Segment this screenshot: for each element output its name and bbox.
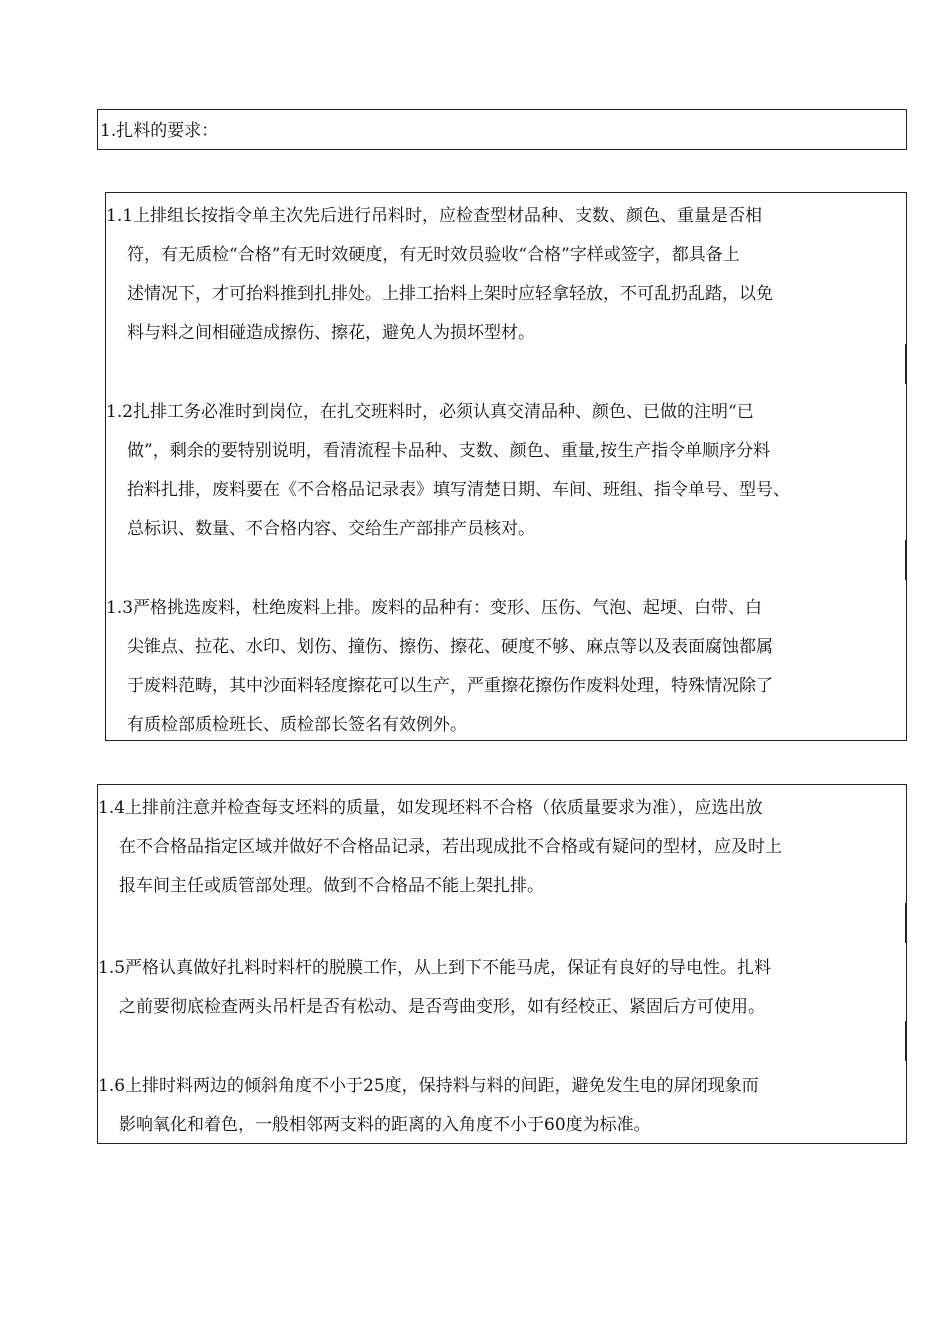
requirement-item-1-4 [98, 789, 782, 906]
divider-tick [905, 903, 906, 943]
requirement-line: 总标识、数量、不合格内容、交给生产部排产员核对。 [127, 519, 535, 539]
divider-tick [905, 1021, 906, 1061]
section-title: 1.扎料的要求： [100, 121, 219, 141]
divider-tick [97, 1021, 98, 1061]
divider-tick [905, 540, 906, 580]
requirement-line: 1.4上排前注意并检查每支坯料的质量，如发现坯料不合格（依质量要求为准），应选出放 [98, 798, 763, 818]
requirement-line: 述情况下，才可抬料推到扎排处。上排工抬料上架时应轻拿轻放，不可乱扔乱踏，以免 [127, 284, 773, 304]
requirement-line: 尖锥点、拉花、水印、划伤、撞伤、擦伤、擦花、硬度不够、麻点等以及表面腐蚀都属 [127, 637, 773, 657]
requirement-line: 于废料范畴，其中沙面料轻度擦花可以生产，严重擦花擦伤作废料处理，特殊情况除了 [127, 676, 773, 696]
requirement-line: 报车间主任或质管部处理。做到不合格品不能上架扎排。 [119, 876, 544, 896]
requirement-line: 有质检部质检班长、质检部长签名有效例外。 [127, 715, 467, 735]
requirement-item-1-6 [98, 1067, 759, 1145]
requirement-item-1-3 [106, 589, 773, 745]
requirement-line: 1.5严格认真做好扎料时料杆的脱膜工作，从上到下不能马虎，保证有良好的导电性。扎料 [98, 958, 772, 978]
requirement-line: 之前要彻底检查两头吊杆是否有松动、是否弯曲变形，如有经校正、紧固后方可使用。 [119, 997, 765, 1017]
requirement-line: 做”，剩余的要特别说明，看清流程卡品种、支数、颜色、重量,按生产指令单顺序分料 [127, 441, 771, 461]
requirement-line: 1.2扎排工务必准时到岗位，在扎交班料时，必须认真交清品种、颜色、已做的注明“已 [106, 402, 754, 422]
requirement-line: 1.6上排时料两边的倾斜角度不小于25度，保持料与料的间距，避免发生电的屏闭现象而 [98, 1076, 759, 1096]
requirement-line: 抬料扎排，废料要在《不合格品记录表》填写清楚日期、车间、班组、指令单号、型号、 [127, 480, 790, 500]
requirement-line: 1.1上排组长按指令单主次先后进行吊料时，应检查型材品种、支数、颜色、重量是否相 [106, 206, 763, 226]
divider-tick [97, 903, 98, 943]
requirements-block-a [105, 192, 907, 741]
requirement-line: 影响氧化和着色，一般相邻两支料的距离的入角度不小于60度为标准。 [119, 1115, 651, 1135]
requirements-block-b [97, 784, 907, 1144]
requirement-line: 1.3严格挑选废料，杜绝废料上排。废料的品种有：变形、压伤、气泡、起埂、白带、白 [106, 598, 763, 618]
requirement-line: 料与料之间相碰造成擦伤、擦花，避免人为损坏型材。 [127, 323, 535, 343]
section-title-box [97, 109, 907, 150]
requirement-line: 在不合格品指定区域并做好不合格品记录，若出现成批不合格或有疑问的型材，应及时上 [119, 837, 782, 857]
requirement-item-1-5 [98, 949, 771, 1027]
requirement-item-1-2 [106, 393, 790, 549]
requirement-item-1-1 [106, 197, 773, 353]
requirement-line: 符，有无质检“合格”有无时效硬度，有无时效员验收“合格”字样或签字，都具备上 [127, 245, 740, 265]
divider-tick [905, 344, 906, 384]
